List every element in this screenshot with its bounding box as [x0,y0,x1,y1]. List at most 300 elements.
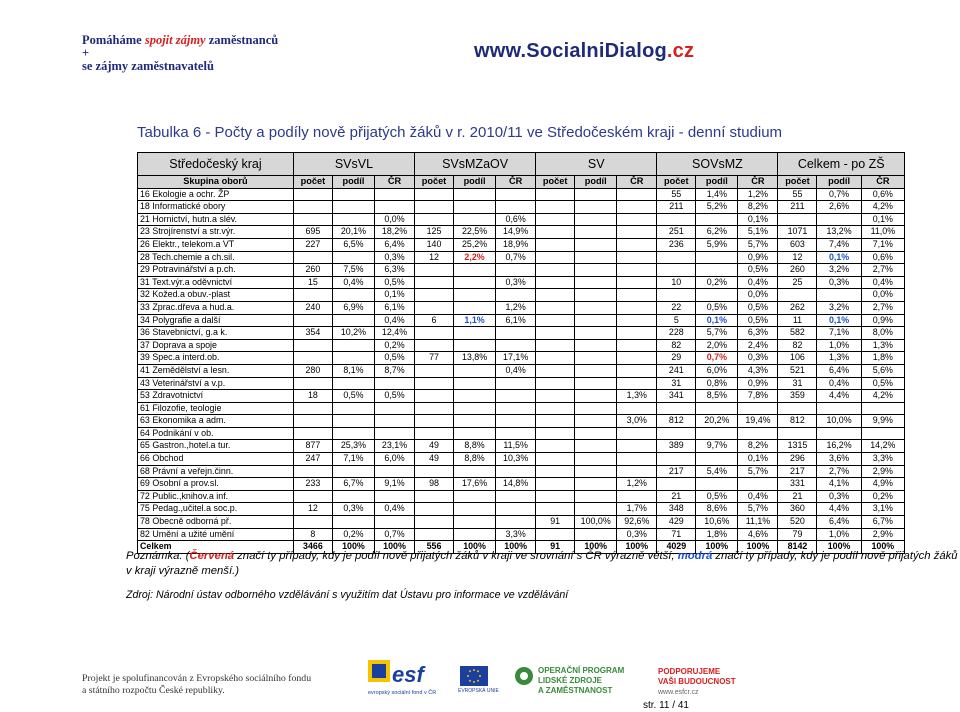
total-value-cell: 556 [415,541,454,554]
table-row [138,490,905,503]
value-cell [415,465,454,478]
value-cell: 10,3% [496,453,536,466]
table-row [138,314,905,327]
value-cell: 0,5% [696,301,738,314]
row-label-cell: 68 Právní a veřejn.činn. [138,465,294,478]
total-label-cell: Celkem [138,541,294,554]
table-row [138,201,905,214]
value-cell: 240 [293,301,332,314]
value-cell: 10 [657,276,696,289]
value-cell: 211 [778,201,817,214]
value-cell [617,440,657,453]
value-cell [496,264,536,277]
value-cell [453,276,495,289]
value-cell [496,390,536,403]
value-cell [453,364,495,377]
value-cell [453,528,495,541]
value-cell: 3,0% [617,415,657,428]
value-cell: 5,7% [738,465,778,478]
value-cell: 0,4% [375,314,415,327]
value-cell [575,352,617,365]
sub-header-cell: ČR [496,176,536,189]
op-line2: LIDSKÉ ZDROJE [538,676,603,685]
value-cell: 12,4% [375,327,415,340]
value-cell [453,289,495,302]
value-cell: 1,0% [817,339,861,352]
invest-logo [654,664,780,698]
value-cell: 19,4% [738,415,778,428]
value-cell: 0,0% [861,289,904,302]
value-cell: 6,7% [332,478,374,491]
value-cell [453,415,495,428]
value-cell: 0,5% [375,352,415,365]
value-cell: 247 [293,453,332,466]
table-row [138,427,905,440]
value-cell [453,213,495,226]
table-row [138,528,905,541]
value-cell [575,402,617,415]
value-cell: 4,6% [738,528,778,541]
value-cell: 10,2% [332,327,374,340]
value-cell: 0,8% [696,377,738,390]
value-cell [536,402,575,415]
source-note: Zdroj: Národní ústav odborného vzdělávání s využitím dat Ústavu pro informace ve vzdělávání [126,589,569,601]
value-cell [617,327,657,340]
value-cell: 0,2% [861,490,904,503]
value-cell [536,427,575,440]
value-cell [293,352,332,365]
value-cell [575,213,617,226]
row-label-cell: 41 Zemědělství a lesn. [138,364,294,377]
table-row [138,465,905,478]
row-label-cell: 16 Ekologie a ochr. ŽP [138,188,294,201]
value-cell [575,503,617,516]
group-header-row [138,153,905,176]
value-cell [657,478,696,491]
value-cell [575,465,617,478]
value-cell [332,352,374,365]
row-label-cell: 21 Hornictví, hutn.a slév. [138,213,294,226]
total-value-cell: 100% [861,541,904,554]
value-cell [617,402,657,415]
value-cell: 341 [657,390,696,403]
value-cell [696,478,738,491]
row-label-cell: 32 Kožed.a obuv.-plast [138,289,294,302]
value-cell [332,516,374,529]
row-label-cell: 61 Filozofie, teologie [138,402,294,415]
value-cell [415,516,454,529]
value-cell [778,213,817,226]
value-cell [332,402,374,415]
value-cell: 5,7% [738,238,778,251]
table-row [138,364,905,377]
value-cell [696,251,738,264]
value-cell [293,427,332,440]
sub-header-row [138,176,905,189]
value-cell: 7,1% [817,327,861,340]
value-cell: 10,6% [696,516,738,529]
value-cell [738,402,778,415]
value-cell: 0,3% [332,503,374,516]
value-cell: 0,3% [617,528,657,541]
value-cell: 82 [657,339,696,352]
value-cell [496,490,536,503]
value-cell: 0,5% [738,264,778,277]
value-cell [696,402,738,415]
value-cell: 0,1% [817,314,861,327]
value-cell: 18,9% [496,238,536,251]
value-cell [575,238,617,251]
site-url-b: SocialniDialog [526,40,667,62]
value-cell: 6,1% [375,301,415,314]
value-cell [536,339,575,352]
value-cell [293,377,332,390]
table-row [138,402,905,415]
value-cell: 5,7% [696,327,738,340]
value-cell: 359 [778,390,817,403]
value-cell: 20,2% [696,415,738,428]
value-cell [496,377,536,390]
value-cell: 10,0% [817,415,861,428]
value-cell [617,364,657,377]
value-cell: 8,2% [738,440,778,453]
note-b: značí ty případy, kdy je podíl nově přijatých žáků v kraji ve srovnání s ČR výrazně větší; [234,550,678,562]
site-url-c: .cz [666,40,695,62]
value-cell: 22 [657,301,696,314]
value-cell: 211 [657,201,696,214]
value-cell [332,251,374,264]
value-cell [293,339,332,352]
value-cell [617,188,657,201]
value-cell: 241 [657,364,696,377]
value-cell: 0,1% [817,251,861,264]
value-cell: 4,2% [861,201,904,214]
value-cell: 1,2% [496,301,536,314]
value-cell: 3,2% [817,264,861,277]
value-cell [575,226,617,239]
value-cell: 7,4% [817,238,861,251]
value-cell: 0,4% [738,490,778,503]
site-url[interactable] [474,40,694,63]
sub-header-cell: podíl [575,176,617,189]
value-cell: 0,0% [738,289,778,302]
value-cell: 0,4% [332,276,374,289]
group-header-cell: SV [536,153,657,176]
table-row [138,415,905,428]
value-cell [536,201,575,214]
value-cell: 1,8% [696,528,738,541]
value-cell: 2,0% [696,339,738,352]
value-cell: 12 [778,251,817,264]
value-cell: 2,7% [861,264,904,277]
value-cell [536,415,575,428]
value-cell: 0,5% [738,314,778,327]
value-cell: 29 [657,352,696,365]
value-cell: 1,7% [617,503,657,516]
value-cell [536,238,575,251]
value-cell: 7,1% [861,238,904,251]
value-cell [293,188,332,201]
value-cell: 5,2% [696,201,738,214]
value-cell [453,390,495,403]
value-cell [617,314,657,327]
value-cell: 0,1% [861,213,904,226]
value-cell: 0,5% [332,390,374,403]
value-cell [861,427,904,440]
value-cell: 296 [778,453,817,466]
value-cell: 4,3% [738,364,778,377]
value-cell: 31 [778,377,817,390]
value-cell: 260 [778,264,817,277]
value-cell [453,465,495,478]
total-value-cell: 100% [696,541,738,554]
table-row [138,226,905,239]
total-value-cell: 3466 [293,541,332,554]
value-cell [332,465,374,478]
row-label-cell: 37 Doprava a spoje [138,339,294,352]
value-cell [575,327,617,340]
value-cell [293,251,332,264]
value-cell: 3,3% [861,453,904,466]
value-cell: 22,5% [453,226,495,239]
total-value-cell: 8142 [778,541,817,554]
value-cell [696,427,738,440]
tagline-b: spojit zájmy [144,33,206,47]
table-row [138,188,905,201]
value-cell: 0,6% [861,251,904,264]
value-cell: 0,1% [375,289,415,302]
sub-header-cell: podíl [696,176,738,189]
sub-header-cell: počet [657,176,696,189]
value-cell: 11,1% [738,516,778,529]
value-cell: 0,5% [375,276,415,289]
value-cell [575,390,617,403]
value-cell: 71 [657,528,696,541]
value-cell [617,427,657,440]
value-cell: 6,2% [696,226,738,239]
value-cell [536,352,575,365]
value-cell: 348 [657,503,696,516]
value-cell [453,301,495,314]
value-cell: 0,1% [738,213,778,226]
value-cell [536,251,575,264]
value-cell [332,213,374,226]
sub-header-cell: ČR [617,176,657,189]
value-cell [617,289,657,302]
value-cell: 0,5% [861,377,904,390]
value-cell: 6 [415,314,454,327]
value-cell: 6,4% [375,238,415,251]
value-cell [617,226,657,239]
value-cell [415,339,454,352]
value-cell: 5,6% [861,364,904,377]
value-cell: 91 [536,516,575,529]
total-value-cell: 100% [375,541,415,554]
value-cell: 0,7% [375,528,415,541]
sub-header-cell: počet [415,176,454,189]
value-cell [496,503,536,516]
value-cell: 18,2% [375,226,415,239]
value-cell [536,289,575,302]
sub-header-cell: ČR [375,176,415,189]
value-cell: 25 [778,276,817,289]
value-cell: 25,3% [332,440,374,453]
table-row [138,478,905,491]
op-line1: OPERAČNÍ PROGRAM [538,666,625,675]
value-cell [617,352,657,365]
value-cell [575,415,617,428]
page-number: str. 11 / 41 [643,700,689,711]
value-cell [617,339,657,352]
value-cell: 6,3% [375,264,415,277]
row-label-cell: 65 Gastron.,hotel.a tur. [138,440,294,453]
op-logo [514,662,634,698]
value-cell [375,415,415,428]
table-row [138,516,905,529]
value-cell [415,201,454,214]
sub-header-cell: ČR [738,176,778,189]
value-cell [293,516,332,529]
row-label-cell: 82 Umění a užité umění [138,528,294,541]
value-cell [453,339,495,352]
value-cell [817,427,861,440]
value-cell: 0,3% [375,251,415,264]
value-cell [293,213,332,226]
value-cell: 77 [415,352,454,365]
value-cell: 106 [778,352,817,365]
row-label-cell: 78 Obecně odborná př. [138,516,294,529]
value-cell [536,226,575,239]
group-header-cell: SVsMZaOV [415,153,536,176]
site-url-a: www. [474,40,527,62]
value-cell [536,213,575,226]
tagline-a: Pomáháme [82,33,145,47]
value-cell: 12 [415,251,454,264]
value-cell: 695 [293,226,332,239]
row-label-cell: 64 Podnikání v ob. [138,427,294,440]
value-cell: 0,1% [738,453,778,466]
table-row [138,264,905,277]
value-cell [453,188,495,201]
value-cell: 1,1% [453,314,495,327]
table-row [138,390,905,403]
value-cell: 1,0% [817,528,861,541]
value-cell [453,427,495,440]
group-header-cell: SOVsMZ [657,153,778,176]
value-cell: 2,9% [861,528,904,541]
value-cell [453,201,495,214]
value-cell: 236 [657,238,696,251]
value-cell: 1,3% [817,352,861,365]
value-cell: 877 [293,440,332,453]
row-label-cell: 53 Zdravotnictví [138,390,294,403]
row-label-cell: 26 Elektr., telekom.a VT [138,238,294,251]
value-cell [415,377,454,390]
table-title: Tabulka 6 - Počty a podíly nově přijatých žáků v r. 2010/11 ve Středočeském kraji - denní studium [137,124,783,141]
value-cell: 4,1% [817,478,861,491]
value-cell: 0,3% [817,490,861,503]
value-cell: 4,9% [861,478,904,491]
esf-sub: evropský sociální fond v ČR [368,690,437,696]
footer-logos [368,658,780,702]
value-cell: 3,3% [496,528,536,541]
value-cell: 92,6% [617,516,657,529]
table-row [138,276,905,289]
value-cell [575,440,617,453]
value-cell: 0,3% [738,352,778,365]
value-cell: 0,4% [861,276,904,289]
value-cell: 8,7% [375,364,415,377]
value-cell: 8,6% [696,503,738,516]
sub-header-cell: podíl [332,176,374,189]
value-cell: 233 [293,478,332,491]
value-cell [415,276,454,289]
value-cell: 20,1% [332,226,374,239]
total-value-cell: 100% [738,541,778,554]
value-cell [575,276,617,289]
tagline-line3: se zájmy zaměstnavatelů [82,59,214,73]
value-cell: 0,7% [817,188,861,201]
value-cell [696,453,738,466]
value-cell: 5,9% [696,238,738,251]
value-cell: 0,4% [817,377,861,390]
value-cell: 4,2% [861,390,904,403]
value-cell [536,314,575,327]
value-cell [696,213,738,226]
value-cell [293,490,332,503]
value-cell: 0,9% [738,251,778,264]
value-cell [575,264,617,277]
tagline-c: zaměstnanců [205,33,279,47]
value-cell [536,490,575,503]
value-cell [536,188,575,201]
value-cell [415,264,454,277]
value-cell: 0,5% [696,490,738,503]
table-row [138,327,905,340]
value-cell: 49 [415,440,454,453]
value-cell [332,188,374,201]
value-cell: 3,6% [817,453,861,466]
total-value-cell: 4029 [657,541,696,554]
value-cell [536,465,575,478]
value-cell: 6,1% [496,314,536,327]
value-cell: 1,2% [738,188,778,201]
value-cell [657,251,696,264]
sub-header-cell: podíl [453,176,495,189]
value-cell [617,465,657,478]
value-cell: 11 [778,314,817,327]
value-cell: 389 [657,440,696,453]
value-cell: 0,3% [496,276,536,289]
value-cell [575,289,617,302]
value-cell: 2,9% [861,465,904,478]
esf-text: esf [392,662,424,687]
value-cell [657,427,696,440]
value-cell [738,427,778,440]
value-cell: 8,1% [332,364,374,377]
value-cell [657,264,696,277]
value-cell: 13,8% [453,352,495,365]
note [126,549,958,579]
table-row [138,339,905,352]
value-cell: 140 [415,238,454,251]
value-cell: 520 [778,516,817,529]
value-cell [415,390,454,403]
value-cell [738,478,778,491]
value-cell: 8,8% [453,453,495,466]
value-cell [332,289,374,302]
value-cell: 217 [778,465,817,478]
